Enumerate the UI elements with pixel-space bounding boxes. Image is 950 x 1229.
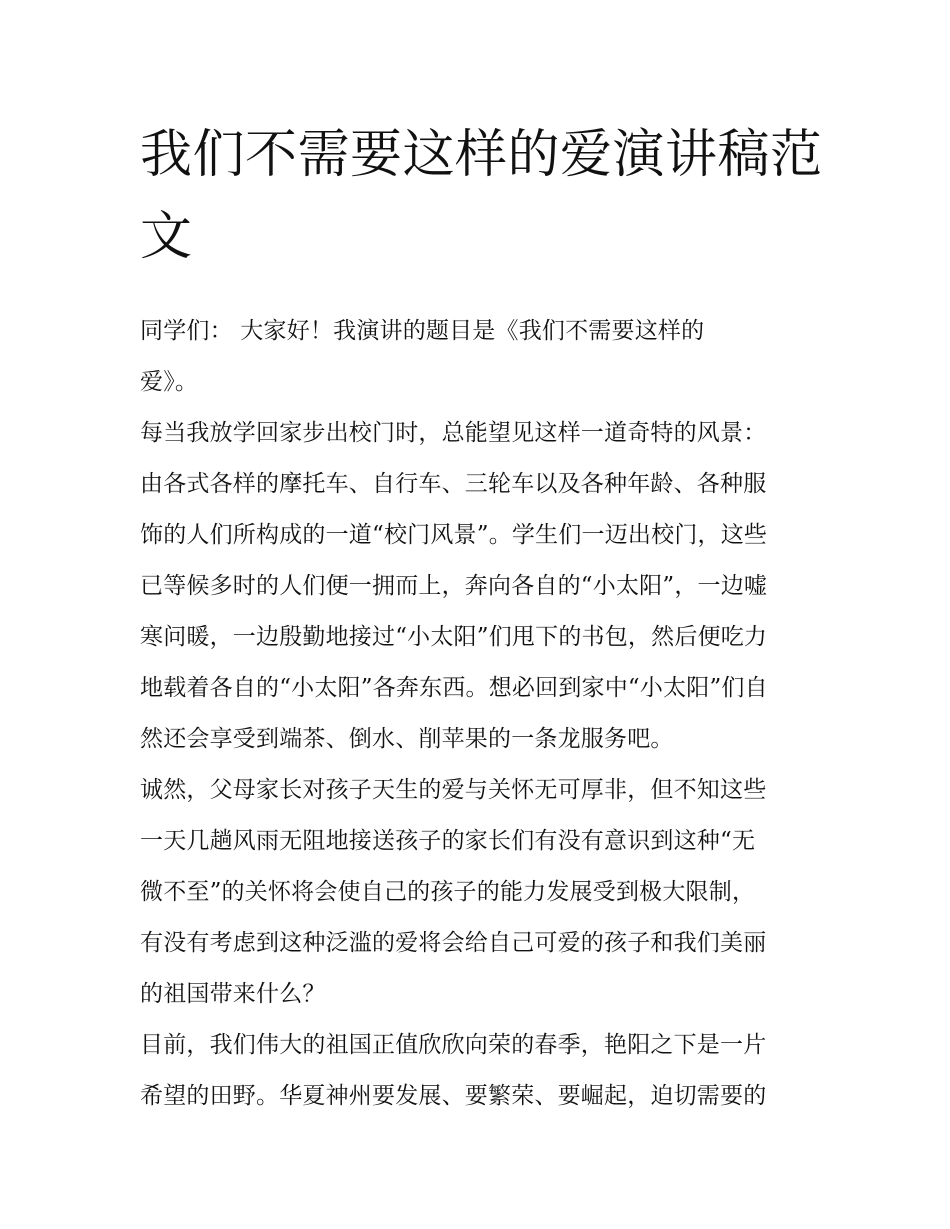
document-title: [140, 0, 823, 278]
paragraph-line: 希望的田野。华夏神州要发展、要繁荣、要崛起，迫切需要的: [140, 1083, 767, 1109]
paragraph-line: 每当我放学回家步出校门时，总能望见这样一道奇特的风景：: [140, 420, 767, 446]
paragraph-line: 爱》。: [140, 369, 199, 395]
paragraph-line: 微不至”的关怀将会使自己的孩子的能力发展受到极大限制，: [140, 879, 756, 905]
paragraph-line: 地载着各自的“小太阳”各奔东西。想必回到家中“小太阳”们自: [140, 675, 768, 701]
paragraph: [140, 765, 820, 1020]
paragraph-line: 同学们： 大家好！我演讲的题目是《我们不需要这样的: [140, 318, 705, 344]
paragraph-line: 然还会享受到端茶、倒水、削苹果的一条龙服务吧。: [140, 726, 674, 752]
paragraph: [140, 306, 820, 408]
paragraph-line: 目前，我们伟大的祖国正值欣欣向荣的春季，艳阳之下是一片: [140, 1032, 767, 1058]
paragraph-line: 饰的人们所构成的一道“校门风景”。学生们一迈出校门，这些: [140, 522, 768, 548]
title-line: 文: [140, 207, 193, 267]
paragraph: [140, 408, 820, 765]
paragraph-line: 的祖国带来什么？: [140, 981, 326, 1007]
paragraph-line: 一天几趟风雨无阻地接送孩子的家长们有没有意识到这种“无: [140, 828, 756, 854]
title-line: 我们不需要这样的爱演讲稿范: [140, 125, 823, 185]
paragraph-line: 有没有考虑到这种泛滥的爱将会给自己可爱的孩子和我们美丽: [140, 930, 767, 956]
document-page: [140, 0, 823, 1122]
paragraph-line: 诚然，父母家长对孩子天生的爱与关怀无可厚非，但不知这些: [140, 777, 767, 803]
paragraph-line: 寒问暖，一边殷勤地接过“小太阳”们甩下的书包，然后便吃力: [140, 624, 768, 650]
paragraph: [140, 1020, 820, 1122]
paragraph-line: 由各式各样的摩托车、自行车、三轮车以及各种年龄、各种服: [140, 471, 767, 497]
paragraph-line: 已等候多时的人们便一拥而上，奔向各自的“小太阳”，一边嘘: [140, 573, 768, 599]
